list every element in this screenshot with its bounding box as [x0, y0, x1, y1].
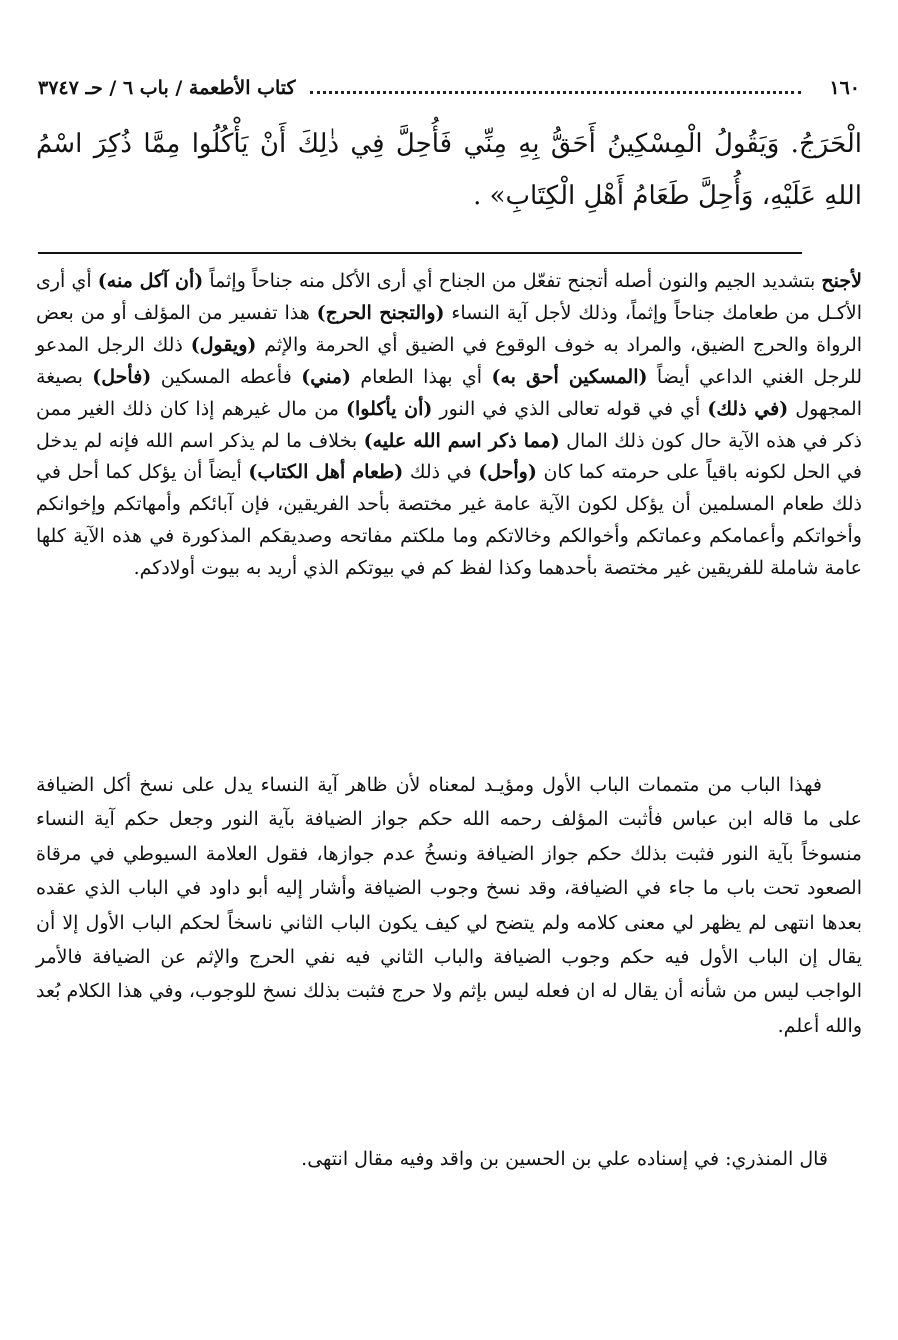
term-miskin: (المسكين أحق به)	[491, 365, 648, 388]
hadith-text: الْحَرَجُ. وَيَقُولُ الْمِسْكِينُ أَحَقُّ بِهِ مِنِّي فَأُحِلَّ فِي ذٰلِكَ أَنْ يَأْكُلُوا مِمَّا ذُكِرَ اسْمُ اللهِ عَلَيْهِ، وَأُحِلَّ طَعَامُ أَهْلِ الْكِتَابِ» .	[36, 129, 862, 211]
term-tajannuh: (والتجنح الحرج)	[316, 301, 445, 324]
discussion-paragraph	[36, 768, 862, 1043]
term-lajnah: لأجنح	[821, 270, 862, 292]
commentary-text: أي بهذا الطعام	[350, 365, 492, 388]
page-number: ١٦٠	[829, 77, 860, 99]
term-yaqul: (ويقول)	[190, 333, 257, 356]
commentary-text: ذلك الرجل المدعو للرجل الغني الداعي أيضاً	[36, 333, 863, 388]
commentary-paragraph	[36, 266, 862, 585]
commentary-text: بخلاف ما لم يذكر اسم الله فإنه لم يدخل في الحل لكونه باقياً على حرمته كما كان	[36, 429, 862, 484]
term-wauhilla: (وأحل)	[478, 461, 537, 484]
term-fi-dhalik: (في ذلك)	[707, 397, 789, 420]
commentary-text: بتشديد الجيم والنون أصله أتجنح تفعّل من الجناح أي أرى الأكل منه جناحاً وإثماً	[203, 270, 822, 292]
discussion-text: فهذا الباب من متممات الباب الأول ومؤيـد لمعناه لأن ظاهر آية النساء يدل على نسخ أكل الضيافة على ما قاله ابن عباس فأثبت المؤلف رحمه الله حكم جواز الضيافة بآية النور وجعل حكم آية النساء منسوخاً بآية النور فثبت بذلك حكم جواز الضيافة ونسخُ عدم جوازها، فقول العلامة السيوطي في مرقاة الصعود تحت باب ما جاء في الضيافة، وقد نسخ وجوب الضيافة وأشار إليه أبو داود في الباب الذي عقده بعدها انتهى لم يظهر لي معنى كلامه ولم يتضح لي كيف يكون الباب الثاني ناسخاً لحكم الباب الأول إلا أن يقال إن الباب الأول فيه حكم وجوب الضيافة والباب الثاني فيه نفي الحرج والإثم عن الضيافة فالأمر الواجب ليس من شأنه أن يقال له ان فعله ليس بإثم ولا حرج فثبت بذلك نسخ للوجوب، وفي هذا الكلام بُعد والله أعلم.	[36, 774, 862, 1037]
commentary-text: فأعطه المسكين	[151, 365, 302, 388]
commentary-text: أي أرى الأكـل من طعامك جناحاً وإثماً، وذلك لأجل آية النساء	[36, 270, 862, 324]
term-mimma-dhukira: (مما ذكر اسم الله عليه)	[363, 429, 560, 452]
commentary-text: من مال غيرهم إذا كان ذلك الغير ممن ذكر في هذه الآية حال كون ذلك المال	[36, 397, 862, 452]
term-fauhilla: (فأحل)	[92, 365, 152, 388]
commentary-text: هذا تفسير من المؤلف أو من بعض الرواة والحرج الضيق، والمراد به خوف الوقوع في الضيق أي الحرمة والإثم	[36, 301, 863, 356]
page-header	[38, 70, 860, 106]
commentary-text: أي في قوله تعالى الذي في النور	[432, 397, 708, 420]
term-an-yakulu: (أن يأكلوا)	[345, 397, 433, 420]
footnote-divider	[38, 252, 802, 254]
commentary-text: في ذلك	[403, 461, 479, 484]
mundhiri-note: قال المنذري: في إسناده علي بن الحسين بن واقد وفيه مقال انتهى.	[301, 1148, 828, 1170]
term-taam-ahl-alkitab: (طعام أهل الكتاب)	[248, 461, 404, 484]
term-minni: (مني)	[301, 365, 351, 388]
header-dot-leader	[310, 91, 802, 94]
commentary-text: بصيغة المجهول	[36, 365, 862, 420]
term-an-akul: (أن آكل منه)	[97, 270, 204, 292]
commentary-text: أيضاً أن يؤكل كما أحل في ذلك طعام المسلمين أن يؤكل لكون الآية عامة غير مختصة بأحد الفريقين، فإن آبائكم وأمهاتكم وإخوانكم وأخواتكم وأعمامكم وعماتكم وأخوالكم وخالاتكم وما ملكتم مفاتحه وصديقكم المذكورة في هذه الآية كلها عامة شاملة للفريقين غير مختصة بأحدهما وكذا لفظ كم في بيوتكم الذي أريد به بيوت أولادكم.	[36, 461, 862, 580]
running-title: كتاب الأطعمة / باب ٦ / حـ ٣٧٤٧	[38, 77, 296, 99]
